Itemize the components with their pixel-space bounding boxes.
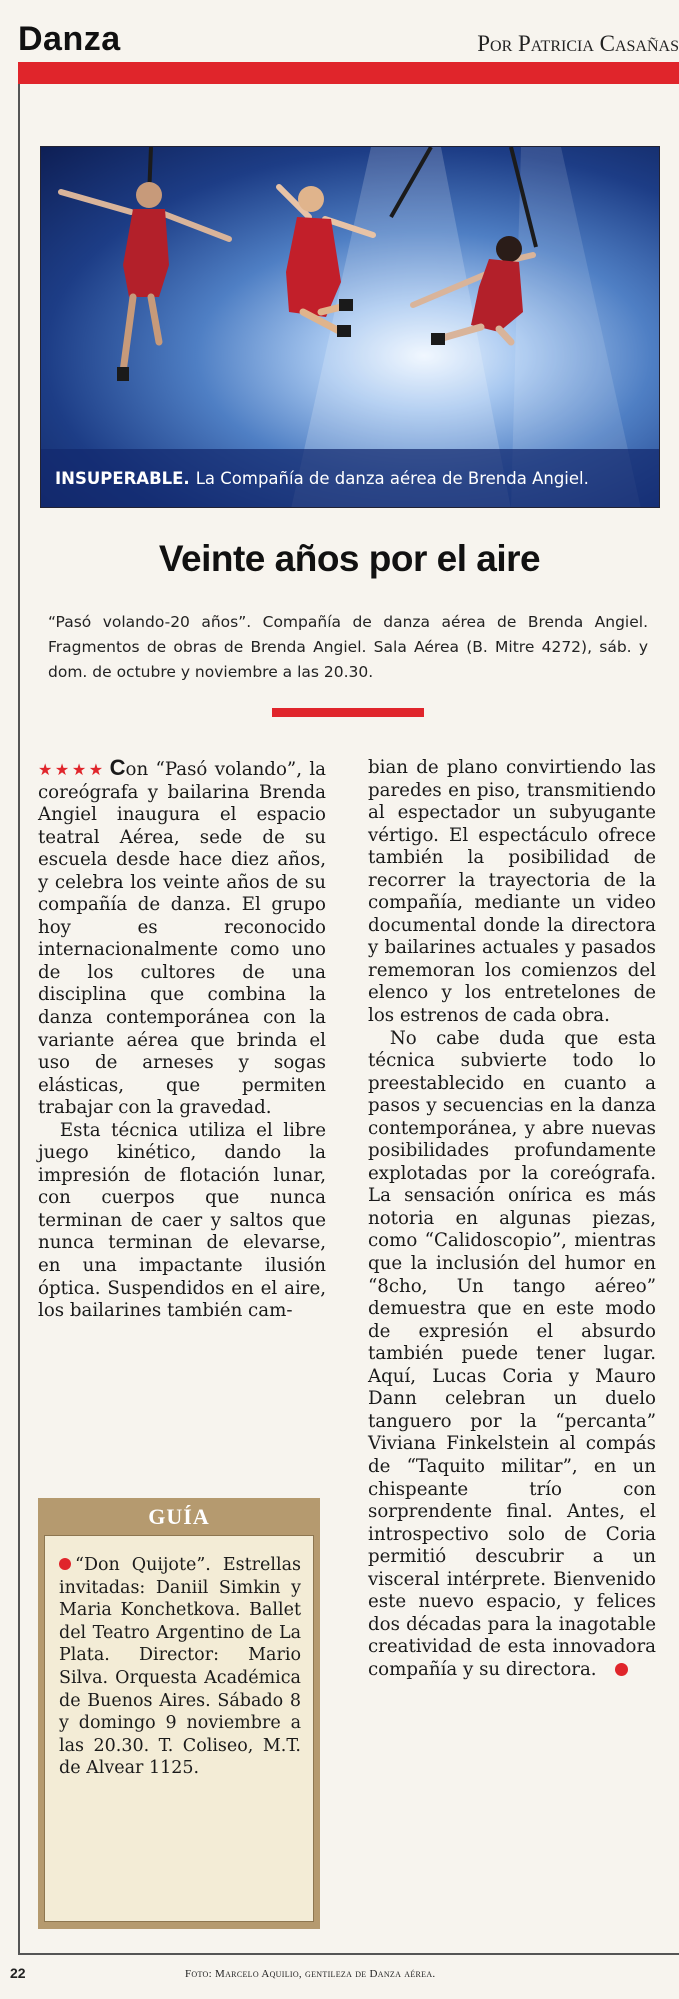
lead-paragraph: “Pasó volando-20 años”. Compañía de danza aérea de Brenda Angiel. Fragmentos de obras de Brenda Angiel. Sala Aérea (B. Mitre 4272), sáb. y dom. de octubre y noviembre a las 20.30. <box>48 613 648 681</box>
section-title: Danza <box>18 20 121 58</box>
dancer-left <box>61 182 229 381</box>
guia-text: “Don Quijote”. Estrellas invitadas: Daniil Simkin y Maria Konchetkova. Ballet del Teatro Argentino de La Plata. Director: Mario Silva. Orquesta Académica de Buenos Aires. Sábado 8 y domingo 9 noviembre a las 20.30. T. Coliseo, M.T. de Alvear 1125. <box>59 1555 301 1779</box>
header-red-rule <box>18 62 679 84</box>
guia-body <box>44 1535 314 1922</box>
drop-cap: C <box>109 755 126 780</box>
paragraph-3-text: No cabe duda que esta técnica subvierte todo lo preestablecido en cuanto a pasos y secuencias en la danza contemporánea, y abre nuevas posibilidades profundamente explotadas por la coreógrafa. La sensación onírica es más notoria en algunas piezas, como “Calidoscopio”, mientras que la inclusión del humor en “8cho, Un tango aéreo” demuestra que en este modo de expresión el absurdo también puede tener lugar. Aquí, Lucas Coria y Mauro Dann celebran un duelo tanguero por la “percanta” Viviana Finkelstein al compás de “Taquito militar”, en un chispeante trío con sorprendente final. Antes, el introspectivo solo de Coria permitió descubrir a un visceral intérprete. Bienvenido este nuevo espacio, y felices dos décadas para la inagotable creatividad de esta innovadora compañía y su directora. <box>368 1027 656 1680</box>
frame-bottom-rule <box>18 1953 679 1955</box>
caption-label: INSUPERABLE. <box>55 468 190 488</box>
article-paragraph-1 <box>38 757 326 1120</box>
photo-caption <box>41 449 659 507</box>
headline: Veinte años por el aire <box>158 538 541 579</box>
article-paragraph-2-start: Esta técnica utiliza el libre juego kinético, dando la impresión de flotación lunar, con cuerpos que nunca terminan de caer y saltos que nunca terminan de elevarse, en una impactante ilusión óptica. Suspendidos en el aire, los bailarines también cam- <box>38 1119 326 1322</box>
page-number: 22 <box>10 1965 26 1981</box>
photo-credit: Foto: Marcelo Aquilio, gentileza de Danza aérea. <box>185 1968 436 1980</box>
paragraph-2-full-text <box>0 0 1 1</box>
article-paragraph-3 <box>368 1028 656 1682</box>
frame-left-rule <box>18 84 20 1954</box>
byline: Por Patricia Casañas <box>477 31 679 56</box>
caption-text: La Compañía de danza aérea de Brenda Angiel. <box>195 468 589 488</box>
guia-box <box>38 1498 320 1929</box>
article-paragraph-2-end: bian de plano convirtiendo las paredes en piso, transmitiendo al espectador un subyugante vértigo. El espectáculo ofrece también la posibilidad de recorrer la trayectoria de la compañía, mediante un video documental donde la directora y bailarines actuales y pasados rememoran los comienzos del elenco y los entretelones de los estrenos de cada obra. <box>368 757 656 1027</box>
guia-title: GUÍA <box>148 1504 210 1529</box>
paragraph-1-text: on “Pasó volando”, la coreógrafa y bailarina Brenda Angiel inaugura el espacio teatral Aérea, sede de su escuela desde hace diez años, y celebra los veinte años de su compañía de danza. El grupo hoy es reconocido internacionalmente como uno de los cultores de una disciplina que combina la danza contemporánea con la variante aérea que brinda el uso de arneses y sogas elásticas, que permiten trabajar con la gravedad. <box>38 759 326 1119</box>
lead-red-rule <box>272 708 424 717</box>
article-column-left <box>38 757 326 1323</box>
guia-bullet-dot <box>59 1558 71 1570</box>
article-column-right <box>368 757 656 1681</box>
dancers-photo <box>40 146 660 508</box>
end-mark-dot <box>615 1663 628 1676</box>
rating-stars: ★★★★ <box>38 760 106 779</box>
